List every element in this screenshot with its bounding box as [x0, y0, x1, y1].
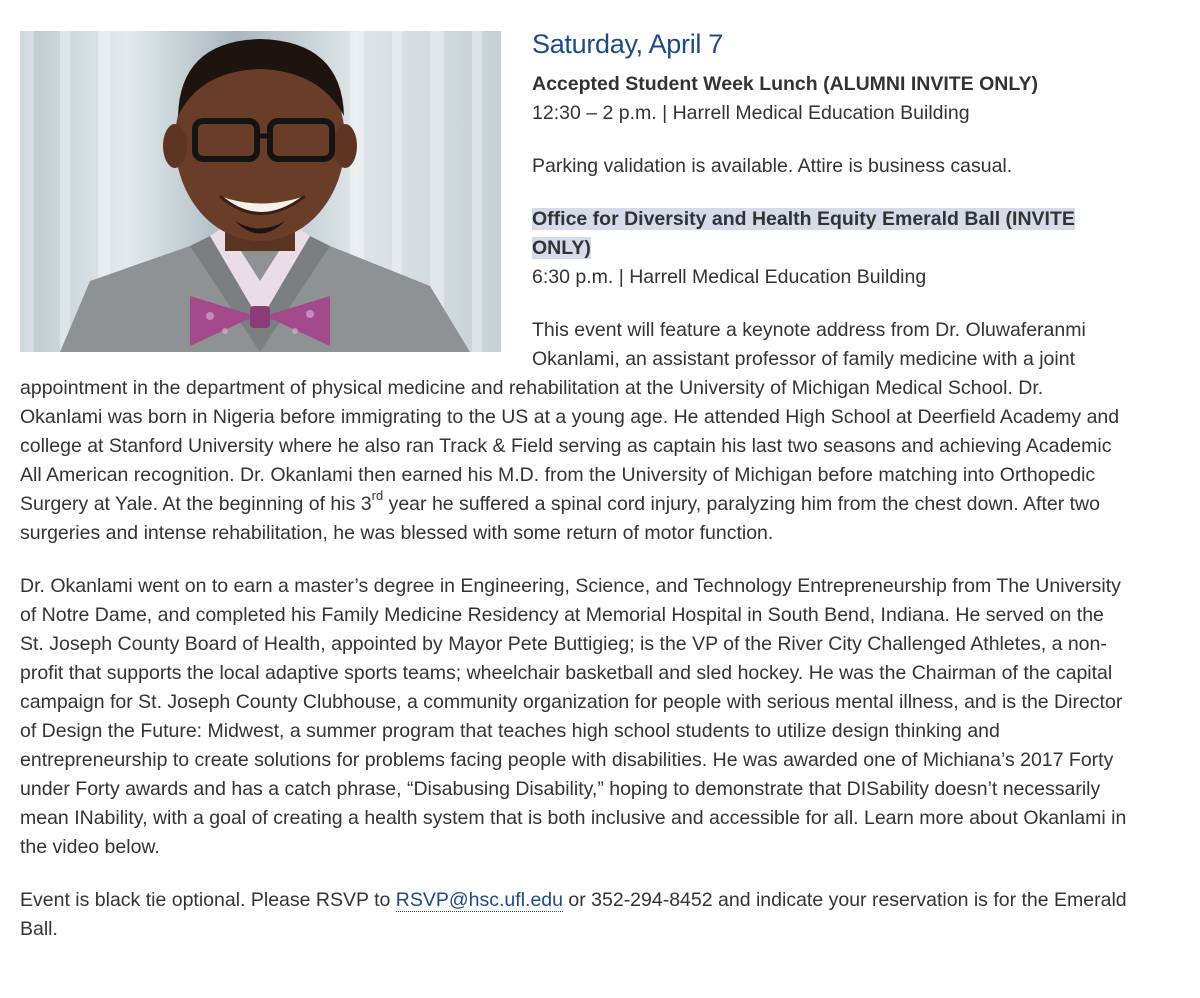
- event-details-lunch: 12:30 – 2 p.m. | Harrell Medical Education Building: [532, 102, 970, 124]
- bio-paragraph-1-text-continued: year he suffered a spinal cord injury, paralyzing him from the chest down. After two surgeries and intense rehabilitation, he was blessed with some return of motor function.: [20, 493, 1100, 544]
- event-details-ball: 6:30 p.m. | Harrell Medical Education Building: [532, 266, 927, 288]
- rsvp-text-before: Event is black tie optional. Please RSVP to: [20, 889, 396, 911]
- rsvp-email-link[interactable]: RSVP@hsc.ufl.edu: [395, 889, 563, 911]
- speaker-portrait: [20, 31, 501, 352]
- rsvp-paragraph: [20, 886, 1130, 944]
- event-title-lunch: Accepted Student Week Lunch (ALUMNI INVITE ONLY): [532, 73, 1038, 95]
- speaker-portrait-illustration: [20, 31, 501, 352]
- event-article: [20, 24, 1130, 968]
- event-note-lunch: Parking validation is available. Attire is business casual.: [532, 155, 1013, 177]
- ordinal-suffix: rd: [371, 487, 384, 503]
- selected-text-highlight[interactable]: Office for Diversity and Health Equity Emerald Ball (INVITE ONLY): [532, 208, 1075, 259]
- bio-paragraph-2: Dr. Okanlami went on to earn a master’s degree in Engineering, Science, and Technology Entrepreneurship from The University of Notre Dame, and completed his Family Medicine Residency at Memorial Hospital in South Bend, Indiana. He served on the St. Joseph County Board of Health, appointed by Mayor Pete Buttigieg; is the VP of the River City Challenged Athletes, a non-profit that supports the local adaptive sports teams; wheelchair basketball and sled hockey. He was the Chairman of the capital campaign for St. Joseph County Clubhouse, a community organization for people with serious mental illness, and is the Director of Design the Future: Midwest, a summer program that teaches high school students to utilize design thinking and entrepreneurship to create solutions for problems facing people with disabilities. He was awarded one of Michiana’s 2017 Forty under Forty awards and has a catch phrase, “Disabusing Disability,” hoping to demonstrate that DISability doesn’t necessarily mean INability, with a goal of creating a health system that is both inclusive and accessible for all. Learn more about Okanlami in the video below.: [20, 575, 1127, 858]
- date-heading: Saturday, April 7: [532, 29, 724, 59]
- rsvp-text-after: or 352-294-8452 and indicate your reservation is for the Emerald Ball.: [20, 889, 1127, 940]
- speaker-bio: [20, 316, 1130, 944]
- bio-paragraph-1-text: This event will feature a keynote address from Dr. Oluwaferanmi Okanlami, an assistant professor of family medicine with a joint appointment in the department of physical medicine and rehabilitation at the University of Michigan Medical School. Dr. Okanlami was born in Nigeria before immigrating to the US at a young age. He attended High School at Deerfield Academy and college at Stanford University where he also ran Track & Field serving as captain his last two seasons and achieving Academic All American recognition. Dr. Okanlami then earned his M.D. from the University of Michigan before matching into Orthopedic Surgery at Yale. At the beginning of his 3: [20, 319, 1120, 515]
